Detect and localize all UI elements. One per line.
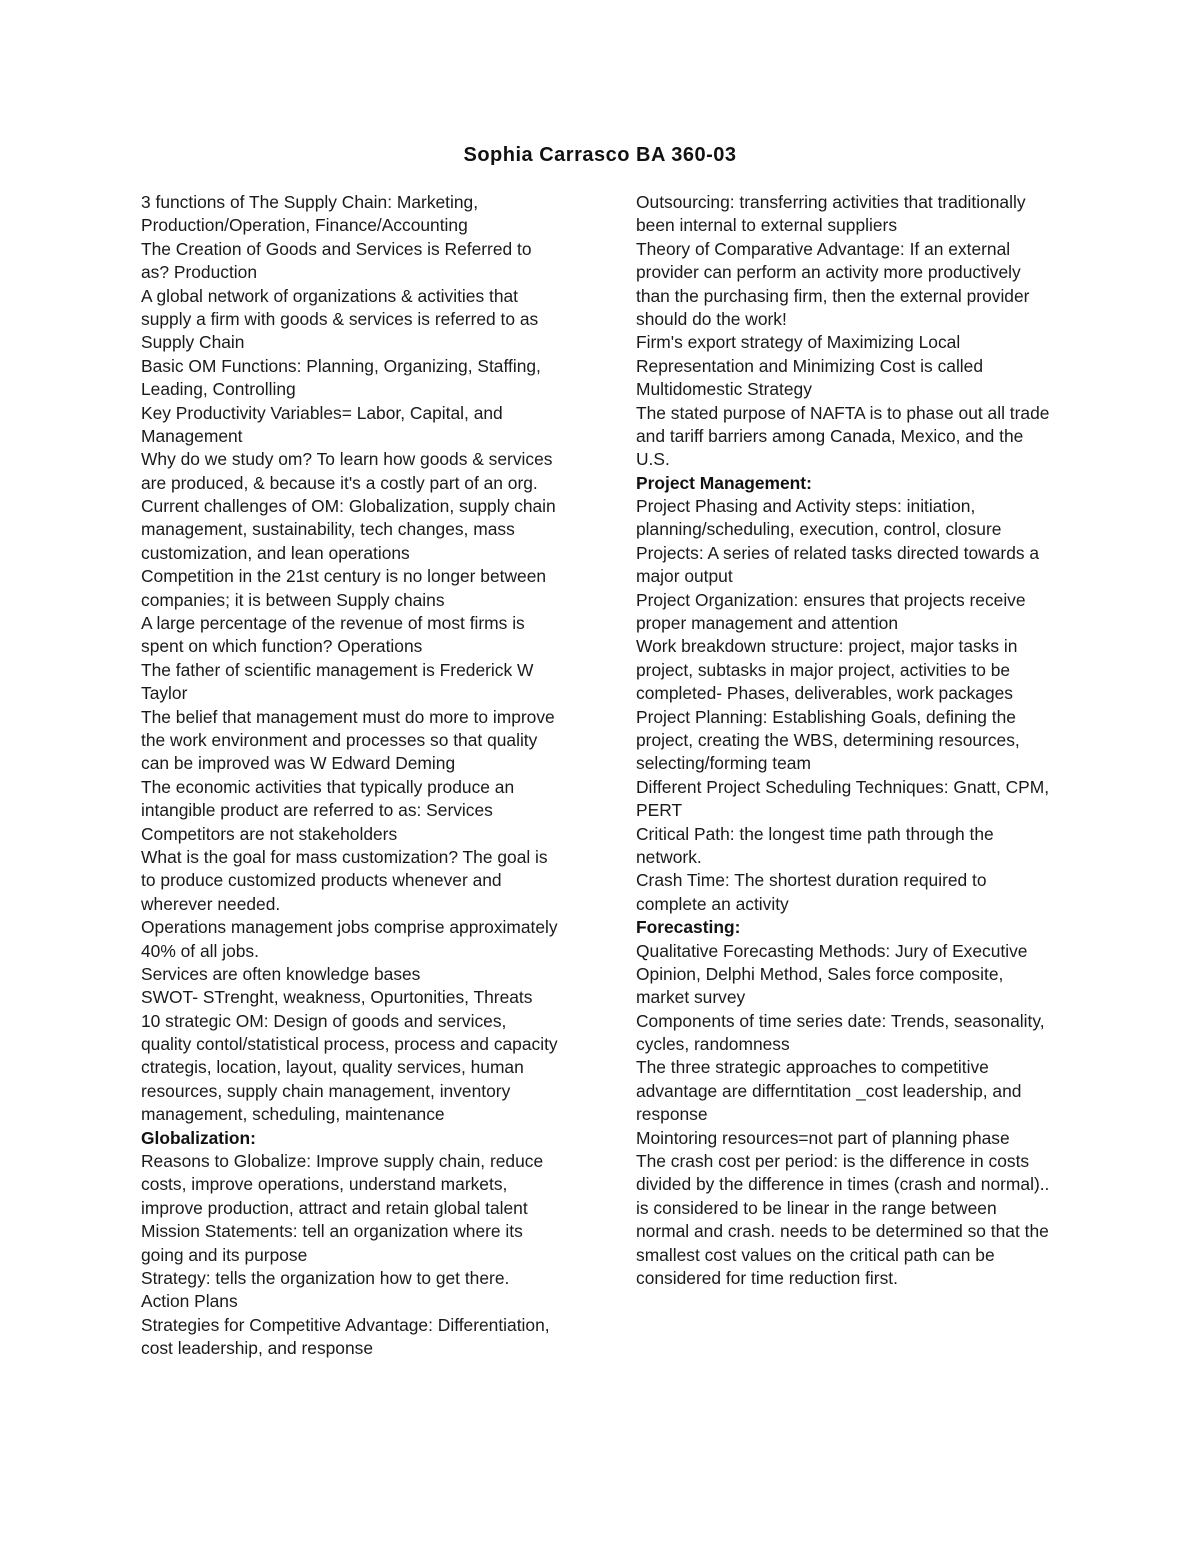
text-line: The Creation of Goods and Services is Referred to <box>141 238 532 259</box>
text-line: Crash Time: The shortest duration required to <box>636 870 987 891</box>
text-line: are produced, & because it's a costly part of an org. <box>141 472 538 493</box>
text-line: What is the goal for mass customization? The goal is <box>141 846 548 867</box>
text-line: major output <box>636 566 733 587</box>
text-line: selecting/forming team <box>636 753 811 774</box>
text-line: Projects: A series of related tasks directed towards a <box>636 542 1040 563</box>
text-line: Services are often knowledge bases <box>141 963 421 984</box>
text-line: 3 functions of The Supply Chain: Marketing, <box>141 192 479 212</box>
text-line: costs, improve operations, understand markets, <box>141 1174 508 1195</box>
text-line: resources, supply chain management, inventory <box>141 1080 511 1101</box>
text-line: Mointoring resources=not part of planning phase <box>636 1127 1010 1148</box>
text-line: going and its purpose <box>141 1244 308 1265</box>
text-line: completed- Phases, deliverables, work packages <box>636 683 1013 704</box>
text-line: the work environment and processes so that quality <box>141 729 538 750</box>
section-heading: Forecasting: <box>636 917 741 938</box>
text-line: Outsourcing: transferring activities that traditionally <box>636 192 1026 212</box>
text-line: Current challenges of OM: Globalization, supply chain <box>141 496 556 517</box>
text-line: companies; it is between Supply chains <box>141 589 445 610</box>
text-line: divided by the difference in times (crash and normal).. <box>636 1174 1050 1195</box>
text-line: ctrategis, location, layout, quality services, human <box>141 1057 524 1078</box>
text-line: Work breakdown structure: project, major tasks in <box>636 636 1018 657</box>
text-line: 40% of all jobs. <box>141 940 259 961</box>
text-line: is considered to be linear in the range between <box>636 1197 997 1218</box>
text-line: Management <box>141 425 243 446</box>
text-line: Production/Operation, Finance/Accounting <box>141 215 468 236</box>
left-column <box>141 191 581 1361</box>
text-line: project, subtasks in major project, activities to be <box>636 659 1011 680</box>
section-heading: Project Management: <box>636 472 812 493</box>
text-line: supply a firm with goods & services is referred to as <box>141 308 539 329</box>
text-line: Strategies for Competitive Advantage: Differentiation, <box>141 1314 550 1335</box>
text-line: Multidomestic Strategy <box>636 379 812 400</box>
text-line: complete an activity <box>636 893 789 914</box>
text-line: improve production, attract and retain global talent <box>141 1197 528 1218</box>
text-line: PERT <box>636 800 683 821</box>
text-line: Critical Path: the longest time path through the <box>636 823 994 844</box>
text-line: cost leadership, and response <box>141 1338 374 1359</box>
text-line: been internal to external suppliers <box>636 215 898 236</box>
text-line: Project Phasing and Activity steps: initiation, <box>636 496 976 517</box>
text-line: Why do we study om? To learn how goods & services <box>141 449 553 470</box>
text-line: can be improved was W Edward Deming <box>141 753 456 774</box>
text-line: Components of time series date: Trends, seasonality, <box>636 1010 1045 1031</box>
text-line: should do the work! <box>636 308 787 329</box>
text-line: planning/scheduling, execution, control, closure <box>636 519 1002 540</box>
text-line: Qualitative Forecasting Methods: Jury of Executive <box>636 940 1028 961</box>
text-line: Project Planning: Establishing Goals, defining the <box>636 706 1016 727</box>
text-line: The economic activities that typically produce an <box>141 776 515 797</box>
text-line: Action Plans <box>141 1291 238 1312</box>
text-line: quality contol/statistical process, process and capacity <box>141 1034 558 1055</box>
text-line: to produce customized products whenever and <box>141 870 502 891</box>
text-line: The crash cost per period: is the difference in costs <box>636 1151 1030 1172</box>
text-line: The stated purpose of NAFTA is to phase out all trade <box>636 402 1050 423</box>
text-line: The belief that management must do more to improve <box>141 706 555 727</box>
text-line: management, scheduling, maintenance <box>141 1104 445 1125</box>
text-line: intangible product are referred to as: Services <box>141 800 493 821</box>
text-line: wherever needed. <box>141 893 281 914</box>
text-line: management, sustainability, tech changes, mass <box>141 519 515 540</box>
text-line: normal and crash. needs to be determined so that the <box>636 1221 1049 1242</box>
text-line: Operations management jobs comprise approximately <box>141 917 558 938</box>
text-line: Basic OM Functions: Planning, Organizing, Staffing, <box>141 355 541 376</box>
text-line: Strategy: tells the organization how to get there. <box>141 1267 510 1288</box>
text-line: Competitors are not stakeholders <box>141 823 398 844</box>
text-line: Key Productivity Variables= Labor, Capital, and <box>141 402 503 423</box>
text-line: Leading, Controlling <box>141 379 296 400</box>
text-line: A large percentage of the revenue of most firms is <box>141 613 525 634</box>
right-column <box>636 191 1068 1290</box>
page-title: Sophia Carrasco BA 360-03 <box>463 144 737 166</box>
text-line: The father of scientific management is Frederick W <box>141 659 534 680</box>
text-line: spent on which function? Operations <box>141 636 423 657</box>
text-line: Competition in the 21st century is no longer between <box>141 566 547 587</box>
text-line: than the purchasing firm, then the external provider <box>636 285 1030 306</box>
text-line: Mission Statements: tell an organization where its <box>141 1221 523 1242</box>
text-line: SWOT- STrenght, weakness, Opurtonities, Threats <box>141 987 533 1008</box>
text-line: provider can perform an activity more productively <box>636 262 1021 283</box>
text-line: 10 strategic OM: Design of goods and services, <box>141 1010 507 1031</box>
text-line: advantage are differntitation _cost leadership, and <box>636 1080 1022 1101</box>
text-line: customization, and lean operations <box>141 542 410 563</box>
text-line: Project Organization: ensures that projects receive <box>636 589 1026 610</box>
section-heading: Globalization: <box>141 1127 256 1148</box>
text-line: Opinion, Delphi Method, Sales force composite, <box>636 963 1004 984</box>
text-line: U.S. <box>636 449 670 470</box>
text-line: response <box>636 1104 708 1125</box>
text-line: as? Production <box>141 262 258 283</box>
text-line: Taylor <box>141 683 188 704</box>
text-line: The three strategic approaches to competitive <box>636 1057 989 1078</box>
text-line: proper management and attention <box>636 613 899 634</box>
text-line: project, creating the WBS, determining resources, <box>636 729 1020 750</box>
text-line: smallest cost values on the critical path can be <box>636 1244 995 1265</box>
text-line: and tariff barriers among Canada, Mexico, and the <box>636 425 1024 446</box>
text-line: Reasons to Globalize: Improve supply chain, reduce <box>141 1151 544 1172</box>
text-line: network. <box>636 846 702 867</box>
text-line: Theory of Comparative Advantage: If an external <box>636 238 1011 259</box>
text-line: considered for time reduction first. <box>636 1267 898 1288</box>
text-line: Supply Chain <box>141 332 245 353</box>
text-line: Different Project Scheduling Techniques: Gnatt, CPM, <box>636 776 1050 797</box>
text-line: Representation and Minimizing Cost is called <box>636 355 984 376</box>
text-line: cycles, randomness <box>636 1034 790 1055</box>
text-line: Firm's export strategy of Maximizing Local <box>636 332 961 353</box>
text-line: A global network of organizations & activities that <box>141 285 519 306</box>
text-line: market survey <box>636 987 746 1008</box>
